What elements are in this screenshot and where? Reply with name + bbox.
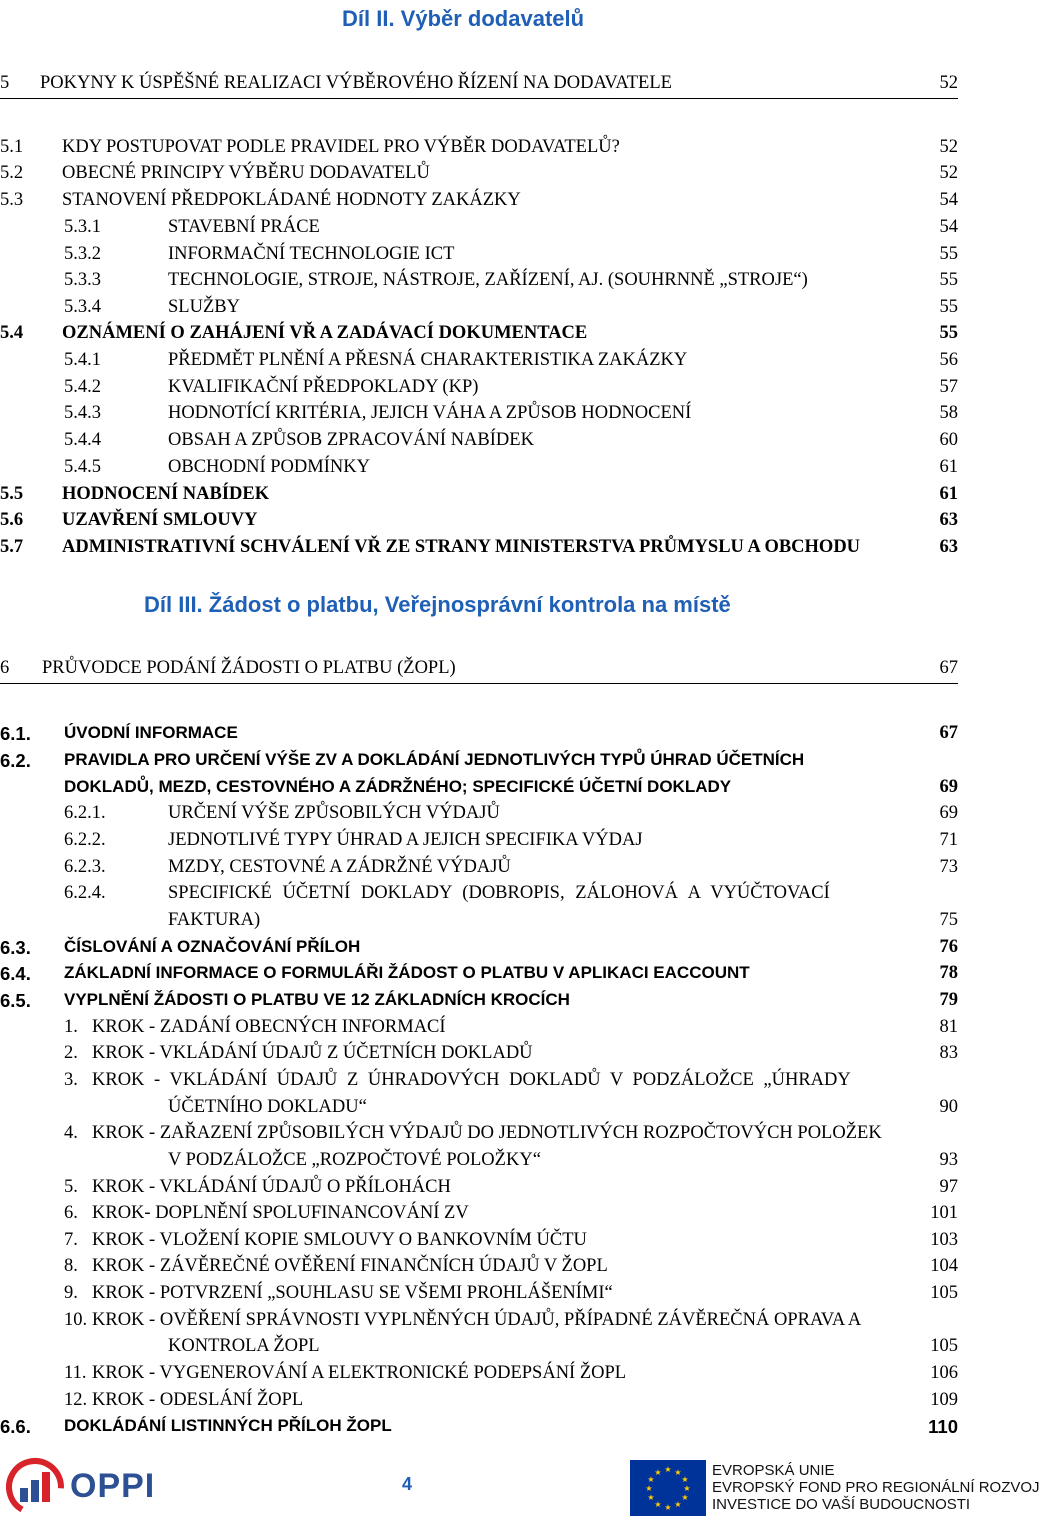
toc-entry[interactable] xyxy=(0,1363,958,1387)
toc-title-line2: FAKTURA) xyxy=(168,910,261,930)
toc-entry[interactable] xyxy=(0,350,958,374)
page-number: 4 xyxy=(402,1474,413,1494)
svg-text:★: ★ xyxy=(664,1465,672,1474)
toc-entry[interactable] xyxy=(0,537,958,561)
toc-number: 6.3. xyxy=(0,937,31,958)
toc-number: 6.4. xyxy=(0,963,31,984)
toc-number: 5.6 xyxy=(0,510,24,530)
toc-entry-continued[interactable] xyxy=(0,910,958,934)
toc-entry[interactable] xyxy=(0,750,958,774)
toc-title: ČÍSLOVÁNÍ A OZNAČOVÁNÍ PŘÍLOH xyxy=(64,937,361,956)
toc-number: 5 xyxy=(0,73,10,93)
oppi-emblem-icon xyxy=(6,1458,64,1516)
toc-entry[interactable] xyxy=(0,1203,958,1227)
svg-text:★: ★ xyxy=(681,1493,689,1502)
toc-title: OBECNÉ PRINCIPY VÝBĚRU DODAVATELŮ xyxy=(62,163,430,183)
oppi-logo xyxy=(6,1458,176,1516)
toc-title: ZÁKLADNÍ INFORMACE O FORMULÁŘI ŽÁDOST O PLATBU V APLIKACI EACCOUNT xyxy=(64,963,750,982)
toc-number: 11. xyxy=(64,1363,87,1383)
toc-page: 83 xyxy=(939,1043,958,1063)
toc-entry[interactable] xyxy=(0,963,958,987)
toc-entry[interactable] xyxy=(0,723,958,747)
toc-title-line2: KONTROLA ŽOPL xyxy=(168,1336,320,1356)
toc-entry[interactable] xyxy=(0,990,958,1014)
toc-title: KROK - VKLÁDÁNÍ ÚDAJŮ Z ÚČETNÍCH DOKLADŮ xyxy=(92,1043,533,1063)
eu-line-3: INVESTICE DO VAŠÍ BUDOUCNOSTI xyxy=(712,1496,971,1513)
toc-title: STANOVENÍ PŘEDPOKLÁDANÉ HODNOTY ZAKÁZKY xyxy=(62,190,521,210)
toc-page: 79 xyxy=(939,990,958,1010)
toc-title-line1: PRAVIDLA PRO URČENÍ VÝŠE ZV A DOKLÁDÁNÍ JEDNOTLIVÝCH TYPŮ ÚHRAD ÚČETNÍCH xyxy=(64,750,805,769)
toc-entry-continued[interactable] xyxy=(0,1097,958,1121)
svg-text:★: ★ xyxy=(645,1484,653,1493)
toc-title: UZAVŘENÍ SMLOUVY xyxy=(62,510,258,530)
toc-entry[interactable] xyxy=(0,937,958,961)
chapter-rule xyxy=(0,98,958,99)
part-title-3: Díl III. Žádost o platbu, Veřejnosprávní kontrola na místě xyxy=(144,592,731,617)
toc-title: MZDY, CESTOVNÉ A ZÁDRŽNÉ VÝDAJŮ xyxy=(168,857,511,877)
toc-title: JEDNOTLIVÉ TYPY ÚHRAD A JEJICH SPECIFIKA VÝDAJ xyxy=(168,830,643,850)
toc-page: 63 xyxy=(939,537,958,557)
toc-entry-continued[interactable] xyxy=(0,1336,958,1360)
toc-page: 106 xyxy=(930,1363,958,1383)
toc-page: 75 xyxy=(939,910,958,930)
toc-entry[interactable] xyxy=(0,1310,958,1334)
toc-number: 6 xyxy=(0,658,10,678)
toc-entry-continued[interactable] xyxy=(0,1150,958,1174)
toc-entry[interactable] xyxy=(0,403,958,427)
svg-text:★: ★ xyxy=(654,1500,662,1509)
toc-chapter-6[interactable] xyxy=(0,658,958,684)
toc-entry[interactable] xyxy=(0,510,958,534)
eu-flag-icon xyxy=(630,1460,706,1516)
toc-number: 5.2 xyxy=(0,163,24,183)
toc-number: 5.4 xyxy=(0,323,24,343)
toc-title: OBCHODNÍ PODMÍNKY xyxy=(168,457,370,477)
toc-number: 5.3 xyxy=(0,190,24,210)
toc-entry[interactable] xyxy=(0,377,958,401)
toc-page: 54 xyxy=(939,190,958,210)
toc-number: 5.4.5 xyxy=(64,457,101,477)
toc-entry[interactable] xyxy=(0,137,958,161)
toc-number: 4. xyxy=(64,1123,78,1143)
toc-entry[interactable] xyxy=(0,430,958,454)
toc-page: 57 xyxy=(939,377,958,397)
toc-number: 6.2. xyxy=(0,750,31,771)
toc-entry[interactable] xyxy=(0,1070,958,1094)
eu-text-block xyxy=(712,1462,1040,1513)
toc-page: 55 xyxy=(939,244,958,264)
toc-title: INFORMAČNÍ TECHNOLOGIE ICT xyxy=(168,244,455,264)
toc-number: 8. xyxy=(64,1256,78,1276)
svg-text:★: ★ xyxy=(674,1500,682,1509)
toc-page: 52 xyxy=(939,137,958,157)
toc-page: 69 xyxy=(939,803,958,823)
toc-page: 67 xyxy=(939,723,958,743)
toc-number: 5. xyxy=(64,1177,78,1197)
toc-number: 1. xyxy=(64,1017,78,1037)
toc-page: 54 xyxy=(939,217,958,237)
toc-page: 56 xyxy=(939,350,958,370)
toc-page: 93 xyxy=(939,1150,958,1170)
toc-number: 6.1. xyxy=(0,723,31,744)
toc-title-line1: KROK - ZAŘAZENÍ ZPŮSOBILÝCH VÝDAJŮ DO JEDNOTLIVÝCH ROZPOČTOVÝCH POLOŽEK xyxy=(92,1123,882,1143)
toc-page: 73 xyxy=(939,857,958,877)
toc-title: KVALIFIKAČNÍ PŘEDPOKLADY (KP) xyxy=(168,377,479,397)
svg-text:★: ★ xyxy=(664,1503,672,1512)
toc-title: ÚVODNÍ INFORMACE xyxy=(64,723,238,742)
toc-title: KROK - ZÁVĚREČNÉ OVĚŘENÍ FINANČNÍCH ÚDAJŮ V ŽOPL xyxy=(92,1256,608,1276)
toc-number: 6.5. xyxy=(0,990,31,1011)
toc-page: 52 xyxy=(939,163,958,183)
toc-number: 6. xyxy=(64,1203,78,1223)
toc-number: 2. xyxy=(64,1043,78,1063)
chapter-rule xyxy=(0,683,958,684)
toc-page: 69 xyxy=(939,777,958,797)
toc-entry[interactable] xyxy=(0,883,958,907)
toc-entry[interactable] xyxy=(0,270,958,294)
svg-text:★: ★ xyxy=(647,1493,655,1502)
toc-title: KROK- DOPLNĚNÍ SPOLUFINANCOVÁNÍ ZV xyxy=(92,1203,469,1223)
toc-title-line2: ÚČETNÍHO DOKLADU“ xyxy=(168,1097,367,1117)
svg-text:★: ★ xyxy=(674,1468,682,1477)
svg-text:★: ★ xyxy=(683,1484,691,1493)
toc-number: 5.5 xyxy=(0,484,24,504)
toc-number: 5.4.4 xyxy=(64,430,101,450)
toc-entry[interactable] xyxy=(0,1390,958,1414)
toc-title: HODNOTÍCÍ KRITÉRIA, JEJICH VÁHA A ZPŮSOB HODNOCENÍ xyxy=(168,403,692,423)
toc-page: 105 xyxy=(930,1336,958,1356)
toc-page: 105 xyxy=(930,1283,958,1303)
toc-entry[interactable] xyxy=(0,244,958,268)
oppi-logo-text: OPPI xyxy=(70,1467,156,1505)
toc-number: 6.2.1. xyxy=(64,803,106,823)
toc-number: 6.2.3. xyxy=(64,857,106,877)
toc-page: 81 xyxy=(939,1017,958,1037)
toc-entry[interactable] xyxy=(0,297,958,321)
toc-page: 61 xyxy=(939,484,958,504)
svg-text:★: ★ xyxy=(654,1468,662,1477)
toc-page: 63 xyxy=(939,510,958,530)
eu-line-2: EVROPSKÝ FOND PRO REGIONÁLNÍ ROZVOJ xyxy=(712,1479,1040,1496)
toc-entry[interactable] xyxy=(0,1256,958,1280)
toc-title: TECHNOLOGIE, STROJE, NÁSTROJE, ZAŘÍZENÍ, AJ. (SOUHRNNĚ „STROJE“) xyxy=(168,270,808,290)
toc-entry[interactable] xyxy=(0,1230,958,1254)
toc-entry[interactable] xyxy=(0,857,958,881)
toc-title: KROK - VKLÁDÁNÍ ÚDAJŮ O PŘÍLOHÁCH xyxy=(92,1177,451,1197)
toc-page: 76 xyxy=(939,937,958,957)
toc-number: 5.7 xyxy=(0,537,24,557)
toc-page: 55 xyxy=(939,323,958,343)
toc-number: 3. xyxy=(64,1070,78,1090)
toc-number: 6.6. xyxy=(0,1416,31,1437)
svg-text:★: ★ xyxy=(647,1475,655,1484)
toc-page: 58 xyxy=(939,403,958,423)
toc-number: 5.3.2 xyxy=(64,244,101,264)
toc-entry[interactable] xyxy=(0,457,958,481)
toc-page: 104 xyxy=(930,1256,958,1276)
svg-text:★: ★ xyxy=(681,1475,689,1484)
toc-entry[interactable] xyxy=(0,1123,958,1147)
toc-number: 9. xyxy=(64,1283,78,1303)
toc-title: OZNÁMENÍ O ZAHÁJENÍ VŘ A ZADÁVACÍ DOKUMENTACE xyxy=(62,323,588,343)
toc-title: KROK - VYGENEROVÁNÍ A ELEKTRONICKÉ PODEPSÁNÍ ŽOPL xyxy=(92,1363,627,1383)
toc-page: 110 xyxy=(928,1416,958,1437)
toc-title: STAVEBNÍ PRÁCE xyxy=(168,217,320,237)
toc-page: 52 xyxy=(939,73,958,93)
toc-page: 109 xyxy=(930,1390,958,1410)
toc-number: 12. xyxy=(64,1390,88,1410)
toc-page: 60 xyxy=(939,430,958,450)
toc-title: URČENÍ VÝŠE ZPŮSOBILÝCH VÝDAJŮ xyxy=(168,803,500,823)
toc-title: VYPLNĚNÍ ŽÁDOSTI O PLATBU VE 12 ZÁKLADNÍCH KROCÍCH xyxy=(64,990,570,1009)
toc-number: 6.2.2. xyxy=(64,830,106,850)
toc-entry[interactable] xyxy=(0,1416,958,1440)
toc-title-line1: KROK - VKLÁDÁNÍ ÚDAJŮ Z ÚHRADOVÝCH DOKLADŮ V PODZÁLOŽCE „ÚHRADY xyxy=(92,1070,851,1090)
toc-title: PŘEDMĚT PLNĚNÍ A PŘESNÁ CHARAKTERISTIKA ZAKÁZKY xyxy=(168,350,688,370)
toc-title: ADMINISTRATIVNÍ SCHVÁLENÍ VŘ ZE STRANY MINISTERSTVA PRŮMYSLU A OBCHODU xyxy=(62,537,861,557)
eu-line-1: EVROPSKÁ UNIE xyxy=(712,1462,835,1479)
toc-entry[interactable] xyxy=(0,323,958,347)
toc-entry[interactable] xyxy=(0,163,958,187)
toc-title: KROK - ZADÁNÍ OBECNÝCH INFORMACÍ xyxy=(92,1017,446,1037)
toc-entry[interactable] xyxy=(0,830,958,854)
toc-title: HODNOCENÍ NABÍDEK xyxy=(62,484,270,504)
toc-title: KROK - ODESLÁNÍ ŽOPL xyxy=(92,1390,304,1410)
toc-title: DOKLÁDÁNÍ LISTINNÝCH PŘÍLOH ŽOPL xyxy=(64,1416,392,1435)
toc-title-line2: DOKLADŮ, MEZD, CESTOVNÉHO A ZÁDRŽNÉHO; SPECIFICKÉ ÚČETNÍ DOKLADY xyxy=(64,777,732,796)
toc-entry[interactable] xyxy=(0,190,958,214)
toc-entry[interactable] xyxy=(0,217,958,241)
toc-entry[interactable] xyxy=(0,1043,958,1067)
toc-number: 5.3.3 xyxy=(64,270,101,290)
toc-title-line2: V PODZÁLOŽCE „ROZPOČTOVÉ POLOŽKY“ xyxy=(168,1150,541,1170)
toc-title: OBSAH A ZPŮSOB ZPRACOVÁNÍ NABÍDEK xyxy=(168,430,534,450)
toc-title: POKYNY K ÚSPĚŠNÉ REALIZACI VÝBĚROVÉHO ŘÍZENÍ NA DODAVATELE xyxy=(40,73,672,93)
toc-page: 55 xyxy=(939,270,958,290)
toc-title: PRŮVODCE PODÁNÍ ŽÁDOSTI O PLATBU (ŽOPL) xyxy=(42,658,456,678)
toc-title: SLUŽBY xyxy=(168,297,240,317)
toc-page: 78 xyxy=(939,963,958,983)
toc-page: 103 xyxy=(930,1230,958,1250)
toc-entry-continued[interactable] xyxy=(0,777,958,801)
toc-number: 6.2.4. xyxy=(64,883,106,903)
toc-title-line1: KROK - OVĚŘENÍ SPRÁVNOSTI VYPLNĚNÝCH ÚDAJŮ, PŘÍPADNÉ ZÁVĚREČNÁ OPRAVA A xyxy=(92,1310,862,1330)
toc-number: 5.3.4 xyxy=(64,297,101,317)
toc-page: 97 xyxy=(939,1177,958,1197)
toc-entry[interactable] xyxy=(0,1177,958,1201)
toc-chapter-5[interactable] xyxy=(0,73,958,99)
toc-title-line1: SPECIFICKÉ ÚČETNÍ DOKLADY (DOBROPIS, ZÁLOHOVÁ A VYÚČTOVACÍ xyxy=(168,883,830,903)
toc-page: 101 xyxy=(930,1203,958,1223)
toc-title: KDY POSTUPOVAT PODLE PRAVIDEL PRO VÝBĚR DODAVATELŮ? xyxy=(62,137,620,157)
toc-page: 71 xyxy=(939,830,958,850)
toc-entry[interactable] xyxy=(0,1017,958,1041)
toc-number: 7. xyxy=(64,1230,78,1250)
toc-number: 10. xyxy=(64,1310,88,1330)
toc-number: 5.4.3 xyxy=(64,403,101,423)
toc-title: KROK - POTVRZENÍ „SOUHLASU SE VŠEMI PROHLÁŠENÍMI“ xyxy=(92,1283,613,1303)
toc-page: 61 xyxy=(939,457,958,477)
toc-number: 5.4.1 xyxy=(64,350,101,370)
toc-page: 90 xyxy=(939,1097,958,1117)
toc-page: 67 xyxy=(939,658,958,678)
toc-entry[interactable] xyxy=(0,1283,958,1307)
toc-entry[interactable] xyxy=(0,484,958,508)
toc-number: 5.4.2 xyxy=(64,377,101,397)
part-title-2: Díl II. Výběr dodavatelů xyxy=(342,6,585,31)
toc-page: 55 xyxy=(939,297,958,317)
toc-number: 5.3.1 xyxy=(64,217,101,237)
toc-number: 5.1 xyxy=(0,137,24,157)
toc-title: KROK - VLOŽENÍ KOPIE SMLOUVY O BANKOVNÍM ÚČTU xyxy=(92,1230,587,1250)
toc-entry[interactable] xyxy=(0,803,958,827)
